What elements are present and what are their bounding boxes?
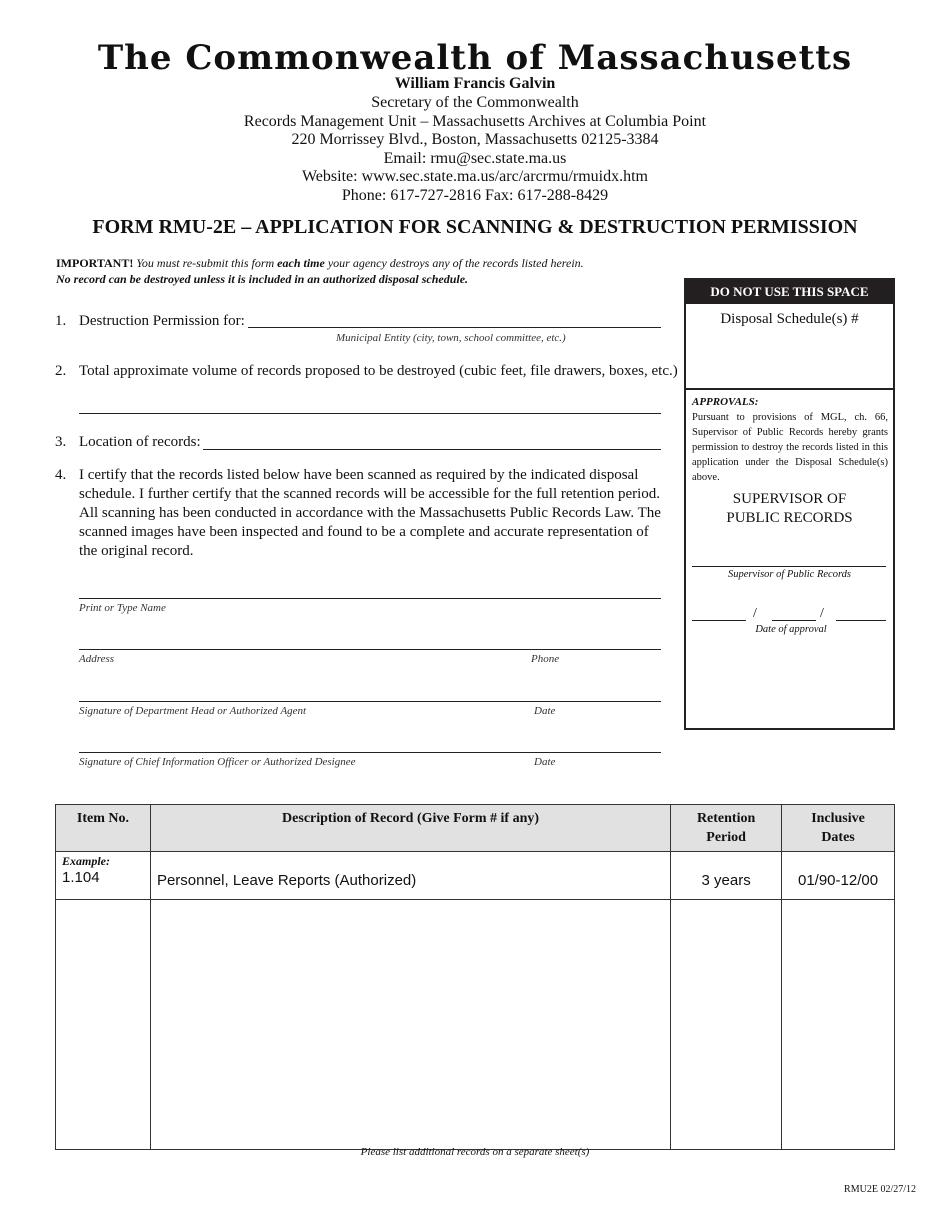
example-dates: 01/90-12/00	[797, 872, 879, 889]
records-table	[55, 804, 895, 1150]
department-head-caption: Signature of Department Head or Authorized Agent	[79, 705, 307, 717]
item-3	[55, 433, 675, 455]
office-line: Secretary of the Commonwealth	[371, 94, 579, 111]
retention-entry[interactable]	[671, 900, 782, 1150]
approval-day-field[interactable]	[772, 620, 816, 621]
secretary-name: William Francis Galvin	[394, 75, 556, 92]
important-emph: each time	[277, 256, 325, 270]
municipal-entity-caption: Municipal Entity (city, town, school committee, etc.)	[336, 332, 566, 344]
item-2-number: 2.	[55, 363, 67, 379]
supervisor-caption: Supervisor of Public Records	[728, 569, 851, 580]
example-row	[56, 852, 895, 900]
example-description: Personnel, Leave Reports (Authorized)	[156, 872, 417, 889]
approvals-divider	[686, 388, 893, 390]
item-4-number: 4.	[55, 467, 67, 483]
official-use-header: DO NOT USE THIS SPACE	[686, 280, 893, 304]
volume-field[interactable]	[79, 413, 661, 414]
address-phone-field[interactable]	[79, 649, 661, 650]
dates-entry[interactable]	[782, 900, 895, 1150]
unit-line: Records Management Unit – Massachusetts Archives at Columbia Point	[243, 113, 707, 130]
official-use-box	[684, 278, 895, 730]
address-line: 220 Morrissey Blvd., Boston, Massachusetts 02125-3384	[291, 131, 659, 148]
item-no-entry[interactable]	[56, 900, 151, 1150]
date-of-approval-caption: Date of approval	[755, 624, 827, 635]
supervisor-title-line1: SUPERVISOR OF	[732, 491, 847, 507]
department-head-signature-field[interactable]	[79, 701, 661, 702]
approvals-label: APPROVALS:	[692, 396, 759, 408]
important-line2: No record can be destroyed unless it is included in an authorized disposal schedule.	[56, 272, 469, 286]
website-line: Website: www.sec.state.ma.us/arc/arcrmu/rmuidx.htm	[301, 168, 648, 185]
item-3-number: 3.	[55, 434, 67, 450]
item-4	[55, 466, 665, 566]
approvals-text: Pursuant to provisions of MGL, ch. 66, Supervisor of Public Records hereby grants permission to destroy the records listed in this application under the Disposal Schedule(s) above.	[692, 412, 888, 483]
retention-period-header: Retention Period	[671, 805, 782, 852]
cio-signature-field[interactable]	[79, 752, 661, 753]
item-4-certification: I certify that the records listed below have been scanned as required by the indicated disposal schedule. I further certify that the scanned records will be accessible for the full retention period. All scanning has been conducted in accordance with the Massachusetts Public Records Law. The scanned images have been inspected and found to be a complete and accurate representation of the original record.	[79, 467, 661, 559]
date-separator-1: /	[753, 606, 757, 621]
supervisor-title-line2: PUBLIC RECORDS	[726, 510, 853, 526]
item-3-label: Location of records:	[79, 434, 201, 450]
important-notice	[56, 255, 676, 287]
item-1-label: Destruction Permission for:	[79, 313, 245, 329]
item-1-number: 1.	[55, 313, 67, 329]
inclusive-dates-header: Inclusive Dates	[782, 805, 895, 852]
destruction-permission-field[interactable]	[248, 327, 661, 328]
important-label: IMPORTANT!	[56, 256, 134, 270]
address-caption: Address	[79, 653, 115, 665]
cio-caption: Signature of Chief Information Officer or Authorized Designee	[79, 756, 356, 768]
example-label: Example:	[62, 854, 110, 868]
phone-caption: Phone	[531, 653, 560, 665]
entry-row	[56, 900, 895, 1150]
date-caption-1: Date	[534, 705, 556, 717]
commonwealth-title: The Commonwealth of Massachusetts	[97, 38, 853, 78]
print-name-caption: Print or Type Name	[79, 602, 166, 614]
form-code: RMU2E 02/27/12	[844, 1184, 916, 1195]
description-header: Description of Record (Give Form # if any)	[150, 805, 670, 852]
date-separator-2: /	[820, 606, 824, 621]
item-2-label: Total approximate volume of records proposed to be destroyed (cubic feet, file drawers, boxes, etc.)	[79, 363, 678, 379]
supervisor-signature-field[interactable]	[692, 566, 886, 567]
item-no-header: Item No.	[56, 805, 151, 852]
table-header-row	[56, 805, 895, 852]
example-item-no: 1.104	[62, 869, 100, 886]
approval-year-field[interactable]	[836, 620, 886, 621]
description-entry[interactable]	[150, 900, 670, 1150]
form-title: FORM RMU-2E – APPLICATION FOR SCANNING & DESTRUCTION PERMISSION	[92, 216, 858, 238]
date-caption-2: Date	[534, 756, 556, 768]
phone-fax-line: Phone: 617-727-2816 Fax: 617-288-8429	[341, 187, 609, 204]
important-text-b: your agency destroys any of the records listed herein.	[324, 256, 584, 270]
table-footnote: Please list additional records on a separate sheet(s)	[360, 1146, 590, 1158]
important-text-a: You must re-submit this form	[133, 256, 278, 270]
approval-month-field[interactable]	[692, 620, 746, 621]
print-name-field[interactable]	[79, 598, 661, 599]
example-retention: 3 years	[701, 872, 751, 889]
location-field[interactable]	[203, 449, 661, 450]
email-line: Email: rmu@sec.state.ma.us	[383, 150, 567, 167]
item-2	[55, 362, 678, 384]
disposal-schedule-label: Disposal Schedule(s) #	[720, 311, 859, 327]
